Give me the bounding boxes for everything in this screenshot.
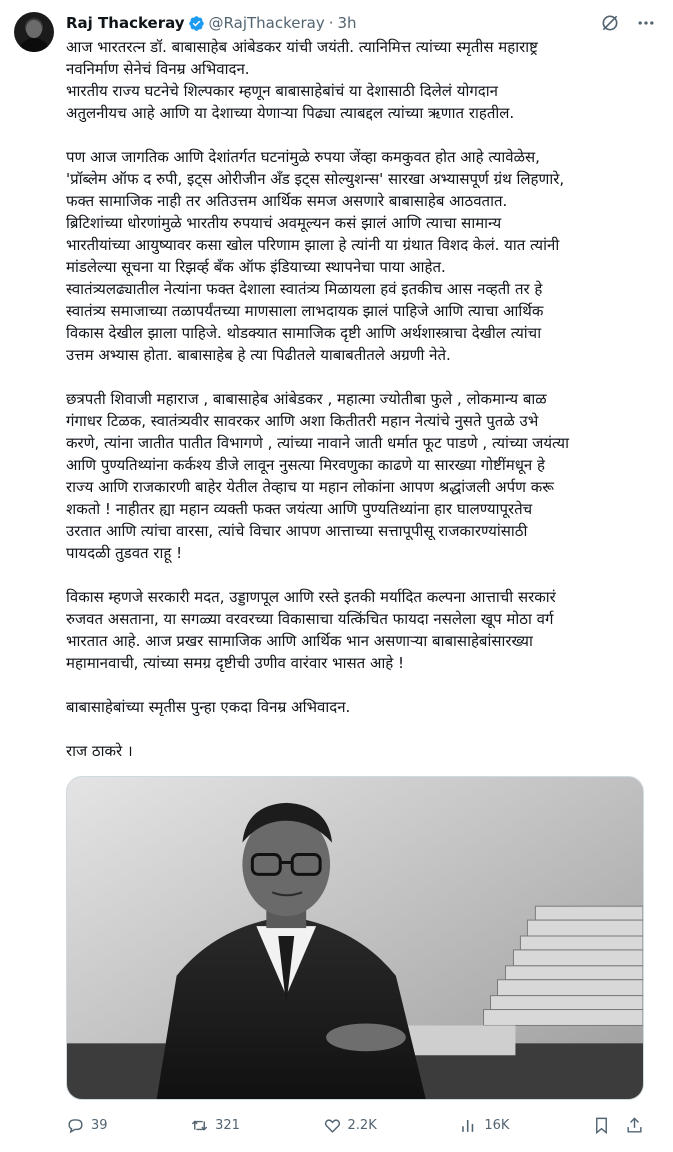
text-line: बाबासाहेबांच्या स्मृतीस पुन्हा एकदा विनम्र अभिवादन. [66,698,351,716]
tweet-text [66,36,656,784]
text-line: विकास देखील झाला पाहिजे. थोडक्यात सामाजिक दृष्टी आणि अर्थशास्त्राचा देखील त्यांचा [66,324,542,342]
author-name[interactable]: Raj Thackeray [66,14,185,32]
text-line: स्वातंत्र्य समाजाच्या तळापर्यंतच्या माणसाला लाभदायक झालं पाहिजे आणि त्याचा आर्थिक [66,302,544,320]
repost-button[interactable] [190,1116,240,1135]
reply-button[interactable] [66,1116,108,1135]
text-line: पण आज जागतिक आणि देशांतर्गत घटनांमुळे रुपया जेंव्हा कमकुवत होत आहे त्यावेळेस, [66,148,540,166]
text-line: उत्तम अभ्यास होता. बाबासाहेब हे त्या पिढीतले याबाबतीतले अग्रणी नेते. [66,346,451,364]
text-line: नवनिर्माण सेनेचं विनम्र अभिवादन. [66,60,250,78]
tweet-photo[interactable] [66,776,644,1100]
bookmark-button[interactable] [592,1116,611,1135]
text-line: भारतीयांच्या आयुष्यावर कसा खोल परिणाम झाला हे त्यांनी या ग्रंथात विशद केलं. यात त्यांनी [66,236,560,254]
text-line: ब्रिटिशांच्या धोरणांमुळे भारतीय रुपयाचं अवमूल्यन कसं झालं आणि त्याचा सामान्य [66,214,502,232]
reply-count: 39 [91,1117,108,1133]
tweet-paragraph [66,740,656,762]
tweet-paragraph [66,388,656,564]
reply-icon [66,1116,85,1135]
timestamp[interactable]: 3h [337,14,357,32]
view-count: 16K [484,1117,510,1133]
action-bar-right [592,1116,644,1135]
text-line: उरतात आणि त्यांचा वारसा, त्यांचे विचार आपण आत्ताच्या सत्तापूपीसू राजकारण्यांसाठी [66,522,528,540]
text-line: मांडलेल्या सूचना या रिझर्व्ह बँक ऑफ इंडियाच्या स्थापनेचा पाया आहेत. [66,258,446,276]
text-line: पायदळी तुडवत राहू ! [66,544,183,562]
tweet-header [66,12,357,34]
share-icon [625,1116,644,1135]
like-count: 2.2K [347,1117,377,1133]
text-line: करणे, त्यांना जातीत पातीत विभागणे , त्यांच्या नावाने जाती धर्मात फूट पाडणे , त्यांच्या जयंत्या [66,434,569,452]
retweet-icon [190,1116,209,1135]
text-line: गंगाधर टिळक, स्वातंत्र्यवीर सावरकर आणि अशा कितीतरी महान नेत्यांचे नुसते पुतळे उभे [66,412,539,430]
tweet-paragraph [66,146,656,366]
share-button[interactable] [625,1116,644,1135]
text-line: भारतात आहे. आज प्रखर सामाजिक आणि आर्थिक भान असणाऱ्या बाबासाहेबांसारख्या [66,632,533,650]
tweet-paragraph [66,36,656,124]
author-handle[interactable]: @RajThackeray [208,14,325,32]
text-line: शकतो ! नाहीतर ह्या महान व्यक्ती फक्त जयंत्या आणि पुण्यतिथ्यांना हार घालण्यापूरतेच [66,500,533,518]
text-line: स्वातंत्र्यलढ्यातील नेत्यांना फक्त देशाला स्वातंत्र्य मिळायला हवं इतकीच आस नव्हती तर हे [66,280,543,298]
action-bar [66,1110,644,1140]
avatar[interactable] [14,12,54,52]
header-icons [599,12,657,34]
like-button[interactable] [323,1116,377,1135]
text-line: महामानवाची, त्यांच्या समग्र दृष्टीची उणीव वारंवार भासत आहे ! [66,654,405,672]
portrait-photo [67,777,643,1099]
more-icon[interactable] [635,12,657,34]
avatar-shoulders [18,38,50,52]
tweet-paragraph [66,586,656,674]
text-line: छत्रपती शिवाजी महाराज , बाबासाहेब आंबेडकर , महात्मा ज्योतीबा फुले , लोकमान्य बाळ [66,390,547,408]
text-line: अतुलनीयच आहे आणि या देशाच्या येणाऱ्या पिढ्या त्याबद्दल त्यांच्या ऋणात राहतील. [66,104,515,122]
repost-count: 321 [215,1117,240,1133]
text-line: 'प्रॉब्लेम ऑफ द रुपी, इट्स ओरीजीन अँड इट्स सोल्युशन्स' सारखा अभ्यासपूर्ण ग्रंथ लिहणारे, [66,170,565,188]
text-line: राज ठाकरे । [66,742,133,760]
text-line: राज्य आणि राजकारणी बाहेर येतील तेव्हाच या महान लोकांना आपण श्रद्धांजली अर्पण करू [66,478,554,496]
views-icon [459,1116,478,1135]
separator-dot: · [328,14,334,32]
text-line: फक्त सामाजिक नाही तर अतिउत्तम आर्थिक समज असणारे बाबासाहेब आठवतात. [66,192,508,210]
bookmark-icon [592,1116,611,1135]
text-line: रुजवत असताना, या सगळ्या वरवरच्या विकासाचा यत्किंचित फायदा नसलेला खूप मोठा वर्ग [66,610,554,628]
text-line: विकास म्हणजे सरकारी मदत, उड्डाणपूल आणि रस्ते इतकी मर्यादित कल्पना आत्ताची सरकारं [66,588,556,606]
views-button[interactable] [459,1116,509,1135]
verified-badge-icon [188,15,205,32]
grok-icon[interactable] [599,12,621,34]
text-line: आणि पुण्यतिथ्यांना कर्कश्य डीजे लावून नुसत्या मिरवणुका काढणे या सारख्या गोष्टींमधून हे [66,456,545,474]
like-icon [323,1116,342,1135]
avatar-face [26,20,42,38]
text-line: भारतीय राज्य घटनेचे शिल्पकार म्हणून बाबासाहेबांचं या देशासाठी दिलेलं योगदान [66,82,498,100]
tweet-paragraph [66,696,656,718]
text-line: आज भारतरत्न डॉ. बाबासाहेब आंबेडकर यांची जयंती. त्यानिमित्त त्यांच्या स्मृतीस महाराष्ट्र [66,38,538,56]
